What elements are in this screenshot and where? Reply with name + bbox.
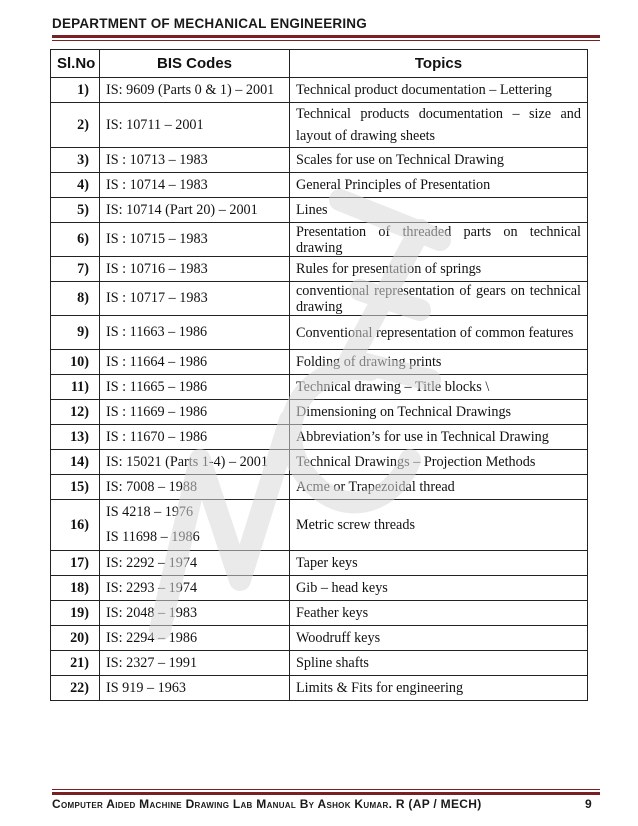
bis-code-line: IS: 2294 – 1986 (106, 629, 198, 646)
bis-code-line: IS: 9609 (Parts 0 & 1) – 2001 (106, 81, 275, 98)
cell-slno: 16) (51, 500, 100, 551)
cell-bis-code (100, 282, 290, 316)
bis-code-line: IS: 2327 – 1991 (106, 654, 198, 671)
bis-code-line: IS : 11664 – 1986 (106, 353, 208, 370)
cell-topic: Technical products documentation – size and layout of drawing sheets (290, 103, 588, 148)
cell-slno: 9) (51, 316, 100, 350)
cell-topic: Technical product documentation – Lettering (290, 78, 588, 103)
cell-topic: Rules for presentation of springs (290, 257, 588, 282)
bis-code-line: IS 919 – 1963 (106, 679, 187, 696)
table-row (51, 626, 588, 651)
cell-bis-code (100, 551, 290, 576)
table-row (51, 148, 588, 173)
cell-bis-code (100, 676, 290, 701)
table-row (51, 651, 588, 676)
table-row (51, 576, 588, 601)
footer-rule-thick (52, 792, 600, 795)
cell-bis-code (100, 223, 290, 257)
table-row (51, 500, 588, 551)
table-row (51, 257, 588, 282)
cell-bis-code (100, 651, 290, 676)
cell-slno: 7) (51, 257, 100, 282)
cell-slno: 5) (51, 198, 100, 223)
table-row (51, 316, 588, 350)
bis-code-line: IS 11698 – 1986 (106, 529, 200, 545)
bis-code-line: IS : 10713 – 1983 (106, 151, 208, 168)
bis-code-line: IS : 11670 – 1986 (106, 428, 208, 445)
cell-topic: Conventional representation of common features (290, 316, 588, 350)
cell-bis-code (100, 350, 290, 375)
cell-bis-code (100, 425, 290, 450)
cell-slno: 1) (51, 78, 100, 103)
table-row (51, 400, 588, 425)
table-row (51, 450, 588, 475)
cell-bis-code (100, 78, 290, 103)
cell-bis-code (100, 173, 290, 198)
cell-topic: Metric screw threads (290, 500, 588, 551)
cell-bis-code (100, 103, 290, 148)
cell-slno: 15) (51, 475, 100, 500)
bis-code-line: IS: 2292 – 1974 (106, 554, 198, 571)
table-row (51, 551, 588, 576)
cell-bis-code (100, 450, 290, 475)
cell-topic: Feather keys (290, 601, 588, 626)
cell-slno: 11) (51, 375, 100, 400)
cell-slno: 12) (51, 400, 100, 425)
cell-topic: Acme or Trapezoidal thread (290, 475, 588, 500)
table-row (51, 601, 588, 626)
bis-code-line: IS : 10714 – 1983 (106, 176, 208, 193)
header-rule-thin (52, 40, 600, 41)
cell-bis-code (100, 198, 290, 223)
cell-slno: 8) (51, 282, 100, 316)
bis-code-line: IS : 10717 – 1983 (106, 290, 208, 306)
cell-slno: 19) (51, 601, 100, 626)
footer-text: Computer Aided Machine Drawing Lab Manual By Ashok Kumar. R (AP / MECH) (52, 797, 482, 811)
table-row (51, 676, 588, 701)
cell-slno: 14) (51, 450, 100, 475)
header-rule-thick (52, 35, 600, 38)
column-header-slno: Sl.No (51, 50, 100, 78)
cell-bis-code (100, 576, 290, 601)
page-footer (52, 797, 600, 811)
cell-topic: Spline shafts (290, 651, 588, 676)
cell-slno: 17) (51, 551, 100, 576)
bis-code-line: IS : 11663 – 1986 (106, 324, 208, 340)
cell-topic: Taper keys (290, 551, 588, 576)
table-row (51, 282, 588, 316)
bis-code-line: IS 4218 – 1976 (106, 504, 194, 520)
cell-topic: Dimensioning on Technical Drawings (290, 400, 588, 425)
cell-topic: Woodruff keys (290, 626, 588, 651)
table-row (51, 173, 588, 198)
cell-slno: 13) (51, 425, 100, 450)
page-header-title: DEPARTMENT OF MECHANICAL ENGINEERING (52, 16, 367, 31)
cell-topic: Folding of drawing prints (290, 350, 588, 375)
cell-bis-code (100, 148, 290, 173)
cell-slno: 22) (51, 676, 100, 701)
bis-code-line: IS: 7008 – 1988 (106, 478, 198, 495)
bis-code-line: IS: 2293 – 1974 (106, 579, 198, 596)
cell-bis-code (100, 257, 290, 282)
bis-code-line: IS: 10711 – 2001 (106, 116, 204, 133)
bis-code-line: IS : 11665 – 1986 (106, 378, 208, 395)
table-row (51, 103, 588, 148)
bis-codes-table (50, 49, 588, 701)
cell-bis-code (100, 400, 290, 425)
bis-code-line: IS: 2048 – 1983 (106, 604, 198, 621)
cell-topic: Limits & Fits for engineering (290, 676, 588, 701)
cell-slno: 18) (51, 576, 100, 601)
cell-topic: Abbreviation’s for use in Technical Drawing (290, 425, 588, 450)
cell-slno: 4) (51, 173, 100, 198)
table-body (51, 78, 588, 701)
cell-bis-code (100, 626, 290, 651)
table-row (51, 78, 588, 103)
cell-bis-code (100, 475, 290, 500)
cell-topic: Lines (290, 198, 588, 223)
cell-slno: 3) (51, 148, 100, 173)
cell-slno: 10) (51, 350, 100, 375)
page-number: 9 (585, 797, 592, 811)
cell-slno: 20) (51, 626, 100, 651)
bis-code-line: IS : 10715 – 1983 (106, 231, 208, 247)
cell-bis-code (100, 316, 290, 350)
table-row (51, 475, 588, 500)
cell-topic: conventional representation of gears on technical drawing (290, 282, 588, 316)
cell-bis-code (100, 500, 290, 551)
cell-bis-code (100, 375, 290, 400)
bis-code-line: IS: 15021 (Parts 1-4) – 2001 (106, 453, 268, 470)
table-row (51, 425, 588, 450)
cell-slno: 2) (51, 103, 100, 148)
bis-code-line: IS: 10714 (Part 20) – 2001 (106, 201, 258, 218)
cell-slno: 6) (51, 223, 100, 257)
table-row (51, 350, 588, 375)
table-header-row (51, 50, 588, 78)
footer-rule-thin (52, 789, 600, 790)
bis-code-line: IS : 11669 – 1986 (106, 403, 208, 420)
cell-slno: 21) (51, 651, 100, 676)
cell-topic: Gib – head keys (290, 576, 588, 601)
cell-topic: Presentation of threaded parts on technical drawing (290, 223, 588, 257)
table-row (51, 223, 588, 257)
cell-topic: General Principles of Presentation (290, 173, 588, 198)
cell-topic: Scales for use on Technical Drawing (290, 148, 588, 173)
table-row (51, 198, 588, 223)
cell-bis-code (100, 601, 290, 626)
cell-topic: Technical drawing – Title blocks \ (290, 375, 588, 400)
column-header-topics: Topics (290, 50, 588, 78)
bis-code-line: IS : 10716 – 1983 (106, 260, 208, 277)
cell-topic: Technical Drawings – Projection Methods (290, 450, 588, 475)
column-header-bis-codes: BIS Codes (100, 50, 290, 78)
table-row (51, 375, 588, 400)
